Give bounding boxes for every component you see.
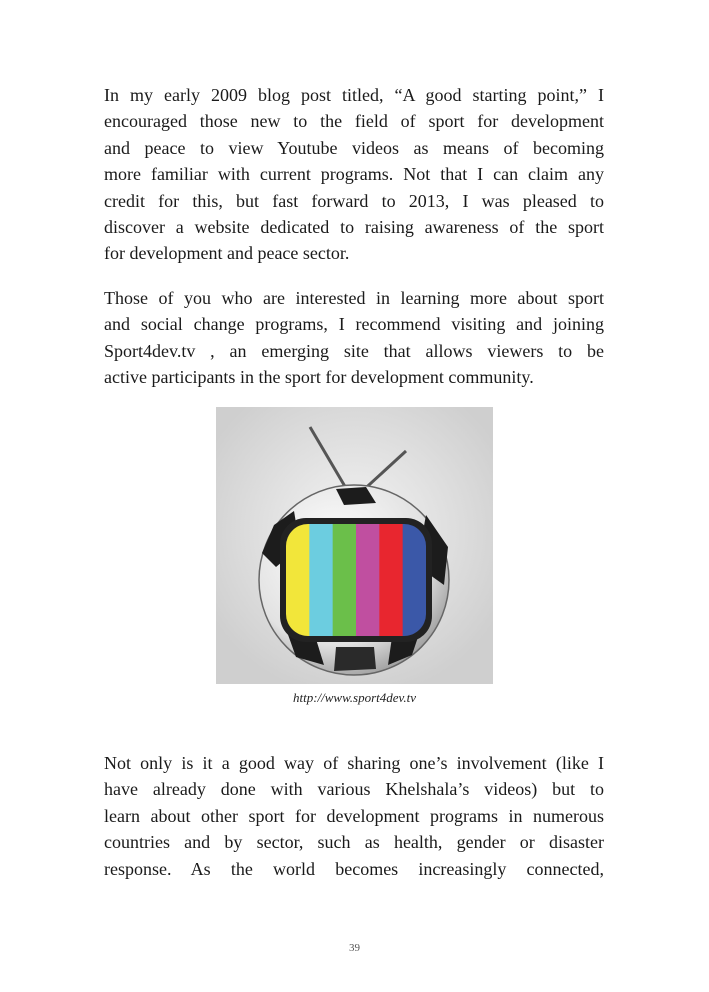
paragraph-1 bbox=[104, 82, 604, 267]
paragraph-line: Sport4dev.tv , an emerging site that allows viewers to be bbox=[104, 340, 604, 361]
screen-stripe bbox=[286, 524, 310, 636]
screen-stripe bbox=[356, 524, 380, 636]
paragraph-line: more familiar with current programs. Not that I can claim any bbox=[104, 164, 604, 185]
paragraph-line: response. As the world becomes increasingly connected, bbox=[104, 858, 604, 879]
soccer-ball-tv-icon bbox=[216, 407, 493, 684]
page-number: 39 bbox=[349, 942, 360, 954]
tv-screen bbox=[280, 518, 432, 642]
figure-caption: http://www.sport4dev.tv bbox=[292, 690, 416, 705]
paragraph-line: active participants in the sport for development community. bbox=[104, 367, 534, 388]
screen-stripe bbox=[379, 524, 403, 636]
paragraph-3 bbox=[104, 750, 604, 882]
paragraph-line: have already done with various Khelshala’s videos) but to bbox=[104, 779, 604, 800]
paragraph-line: Not only is it a good way of sharing one’s involvement (like I bbox=[104, 753, 604, 773]
paragraph-2 bbox=[104, 285, 604, 391]
screen-stripe bbox=[333, 524, 357, 636]
paragraph-line: and social change programs, I recommend visiting and joining bbox=[104, 314, 604, 335]
paragraph-line: learn about other sport for development programs in numerous bbox=[104, 805, 604, 826]
paragraph-line: credit for this, but fast forward to 2013, I was pleased to bbox=[104, 190, 604, 211]
paragraph-line: and peace to view Youtube videos as means of becoming bbox=[104, 137, 604, 158]
paragraph-line: for development and peace sector. bbox=[104, 243, 350, 264]
screen-stripe bbox=[403, 524, 427, 636]
paragraph-line: In my early 2009 blog post titled, “A good starting point,” I bbox=[104, 85, 604, 105]
paragraph-line: discover a website dedicated to raising awareness of the sport bbox=[104, 217, 604, 238]
paragraph-line: encouraged those new to the field of sport for development bbox=[104, 111, 604, 132]
paragraph-line: Those of you who are interested in learning more about sport bbox=[104, 288, 604, 308]
paragraph-line: countries and by sector, such as health, gender or disaster bbox=[104, 832, 604, 853]
screen-stripe bbox=[309, 524, 333, 636]
sport4dev-logo-image bbox=[216, 407, 493, 684]
